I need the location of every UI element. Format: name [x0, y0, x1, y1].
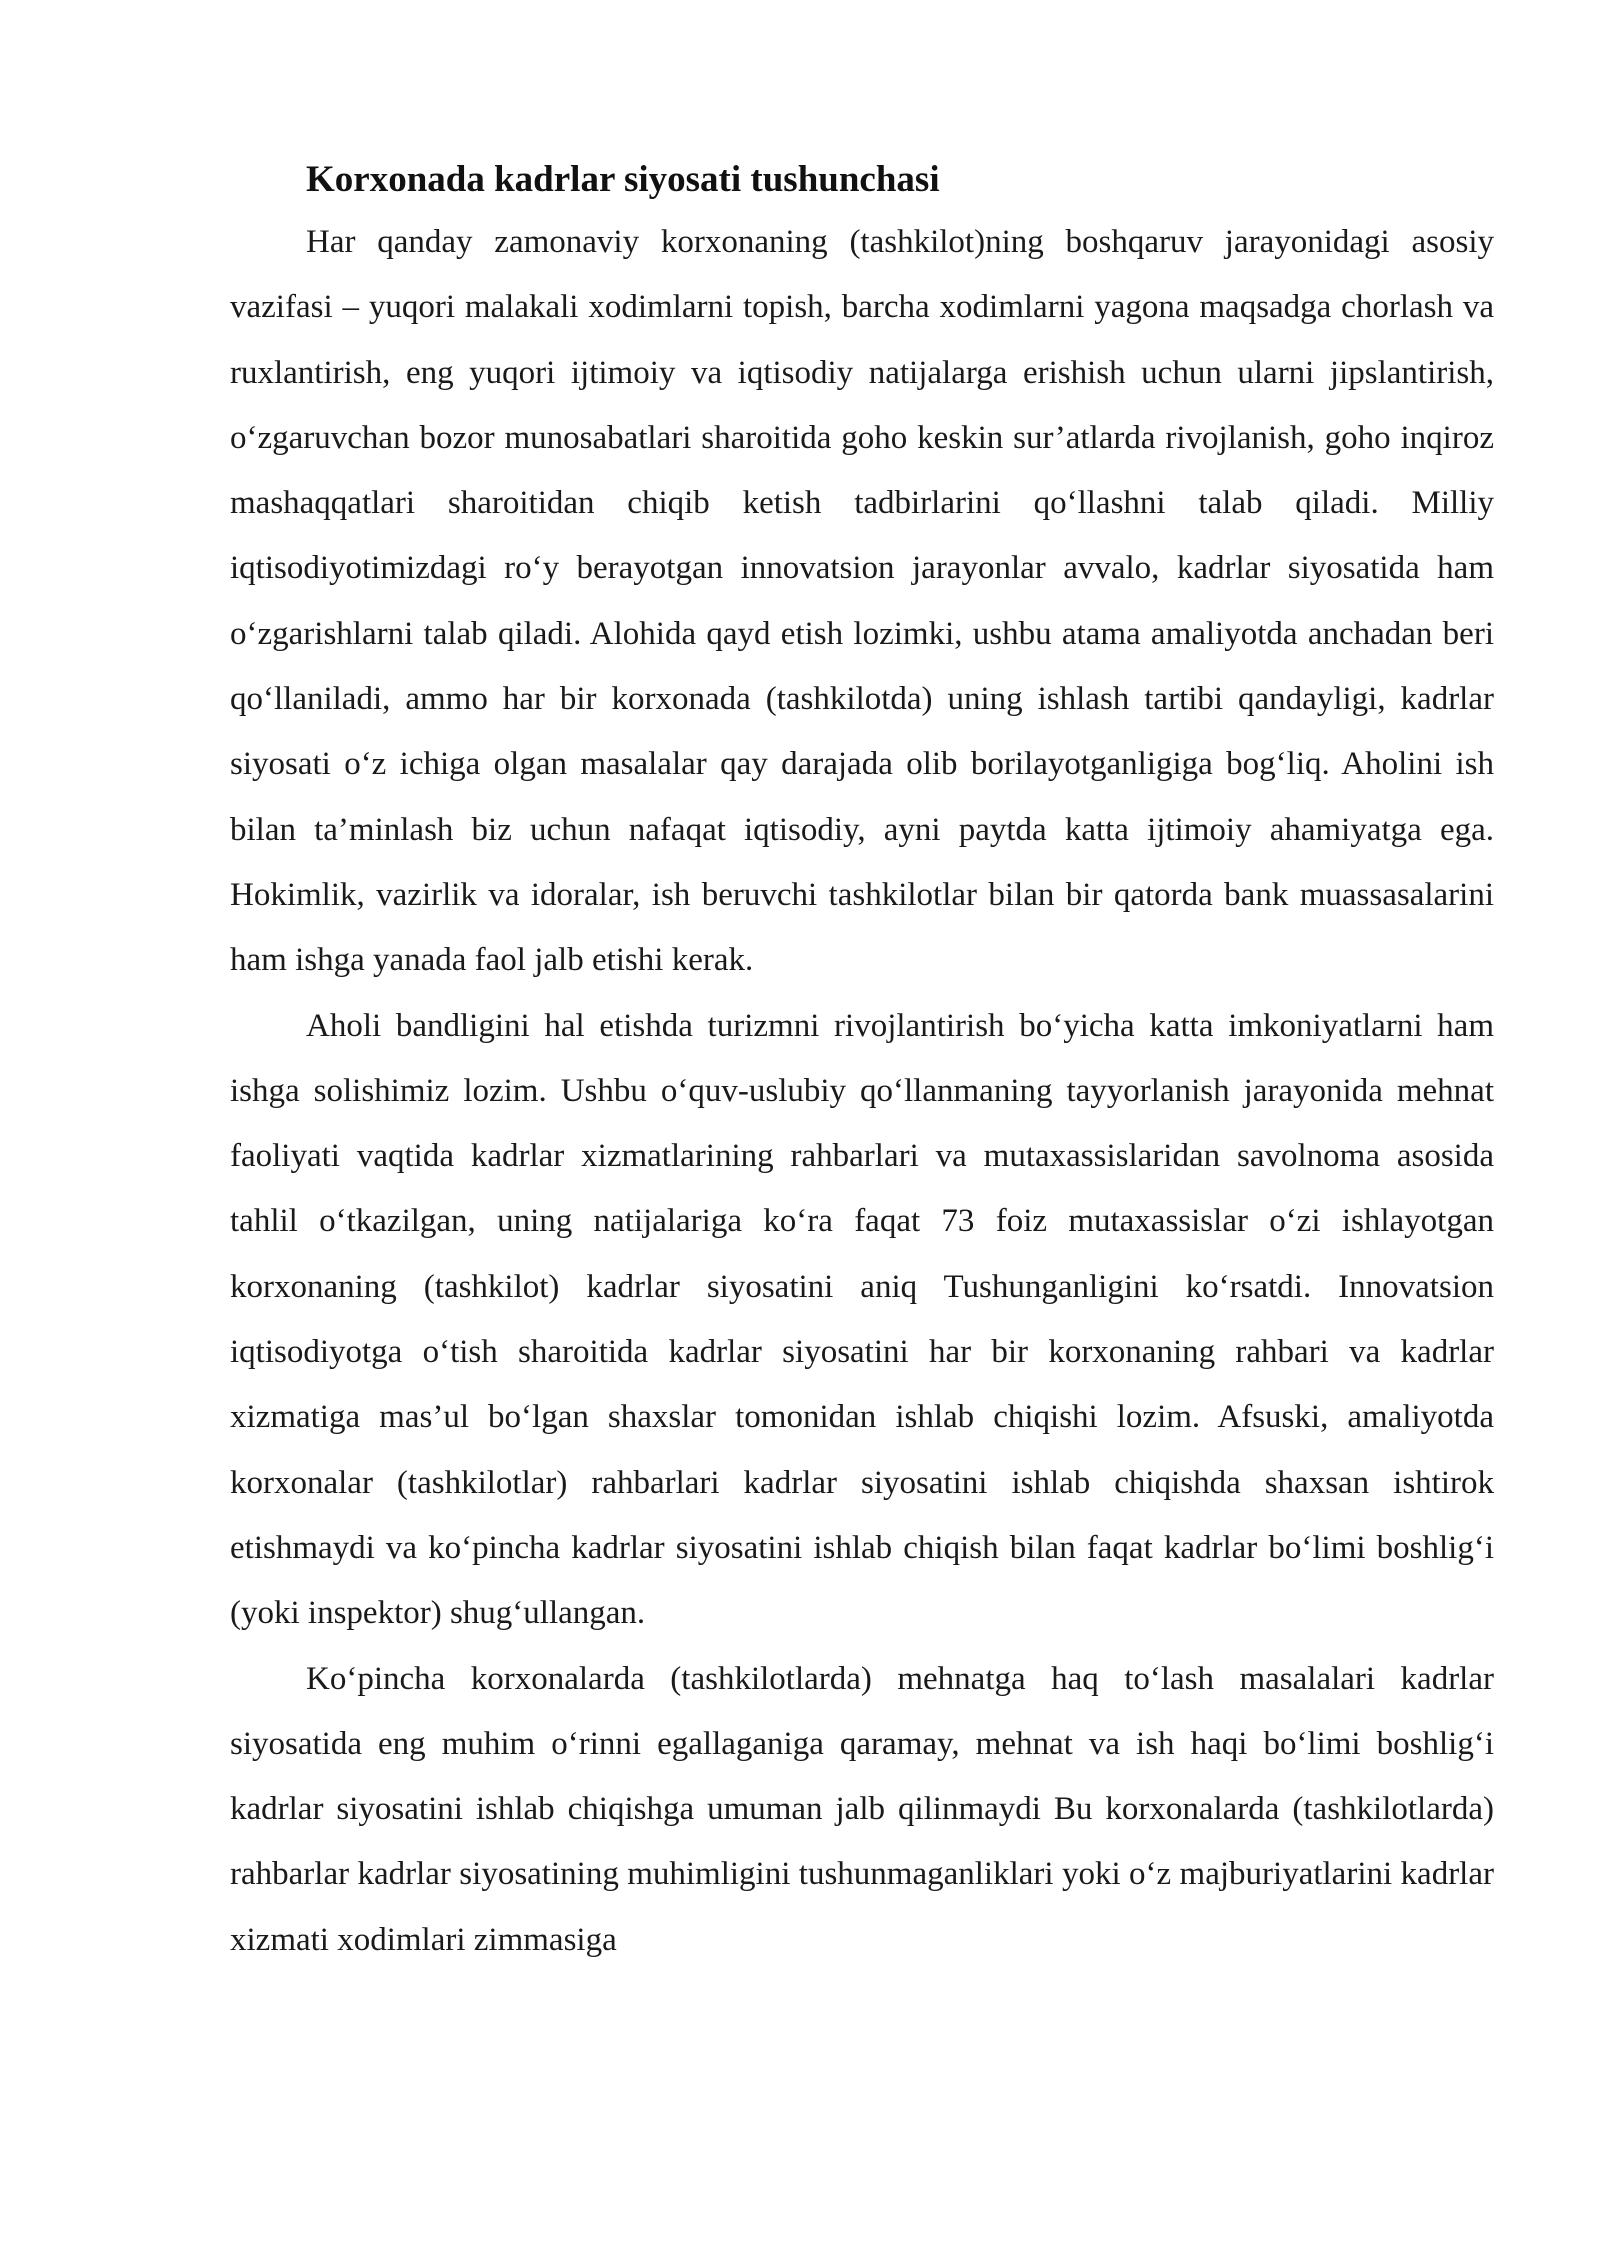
- paragraph: Har qanday zamonaviy korxonaning (tashkilot)ning boshqaruv jarayonidagi asosiy vazifasi – yuqori malakali xodimlarni topish, barcha xodimlarni yagona maqsadga chorlash va ruxlantirish, eng yuqori ijtimoiy va iqtisodiy natijalarga erishish uchun ularni jipslantirish, o‘zgaruvchan bozor munosabatlari sharoitida goho keskin sur’atlarda rivojlanish, goho inqiroz mashaqqatlari sharoitidan chiqib ketish tadbirlarini qo‘llashni talab qiladi. Milliy iqtisodiyotimizdagi ro‘y berayotgan innovatsion jarayonlar avvalo, kadrlar siyosatida ham o‘zgarishlarni talab qiladi. Alohida qayd etish lozimki, ushbu atama amaliyotda anchadan beri qo‘llaniladi, ammo har bir korxonada (tashkilotda) uning ishlash tartibi qandayligi, kadrlar siyosati o‘z ichiga olgan masalalar qay darajada olib borilayotganligiga bog‘liq. Aholini ish bilan ta’minlash biz uchun nafaqat iqtisodiy, ayni paytda katta ijtimoiy ahamiyatga ega. Hokimlik, vazirlik va idoralar, ish beruvchi tashkilotlar bilan bir qatorda bank muassasalarini ham ishga yanada faol jalb etishi kerak.: [230, 224, 1494, 979]
- paragraph: Ko‘pincha korxonalarda (tashkilotlarda) mehnatga haq to‘lash masalalari kadrlar siyosatida eng muhim o‘rinni egallaganiga qaramay, mehnat va ish haqi bo‘limi boshlig‘i kadrlar siyosatini ishlab chiqishga umuman jalb qilinmaydi Bu korxonalarda (tashkilotlarda) rahbarlar kadrlar siyosatining muhimligini tushunmaganliklari yoki o‘z majburiyatlarini kadrlar xizmati xodimlari zimmasiga: [230, 1660, 1494, 1958]
- document-body: [230, 150, 1494, 1973]
- paragraph: Aholi bandligini hal etishda turizmni rivojlantirish bo‘yicha katta imkoniyatlarni ham ishga solishimiz lozim. Ushbu o‘quv-uslubiy qo‘llanmaning tayyorlanish jarayonida mehnat faoliyati vaqtida kadrlar xizmatlarining rahbarlari va mutaxassislaridan savolnoma asosida tahlil o‘tkazilgan, uning natijalariga ko‘ra faqat 73 foiz mutaxassislar o‘zi ishlayotgan korxonaning (tashkilot) kadrlar siyosatini aniq Tushunganligini ko‘rsatdi. Innovatsion iqtisodiyotga o‘tish sharoitida kadrlar siyosatini har bir korxonaning rahbari va kadrlar xizmatiga mas’ul bo‘lgan shaxslar tomonidan ishlab chiqishi lozim. Afsuski, amaliyotda korxonalar (tashkilotlar) rahbarlari kadrlar siyosatini ishlab chiqishda shaxsan ishtirok etishmaydi va ko‘pincha kadrlar siyosatini ishlab chiqish bilan faqat kadrlar bo‘limi boshlig‘i (yoki inspektor) shug‘ullangan.: [230, 1007, 1494, 1632]
- document-title: Korxonada kadrlar siyosati tushunchasi: [306, 159, 940, 200]
